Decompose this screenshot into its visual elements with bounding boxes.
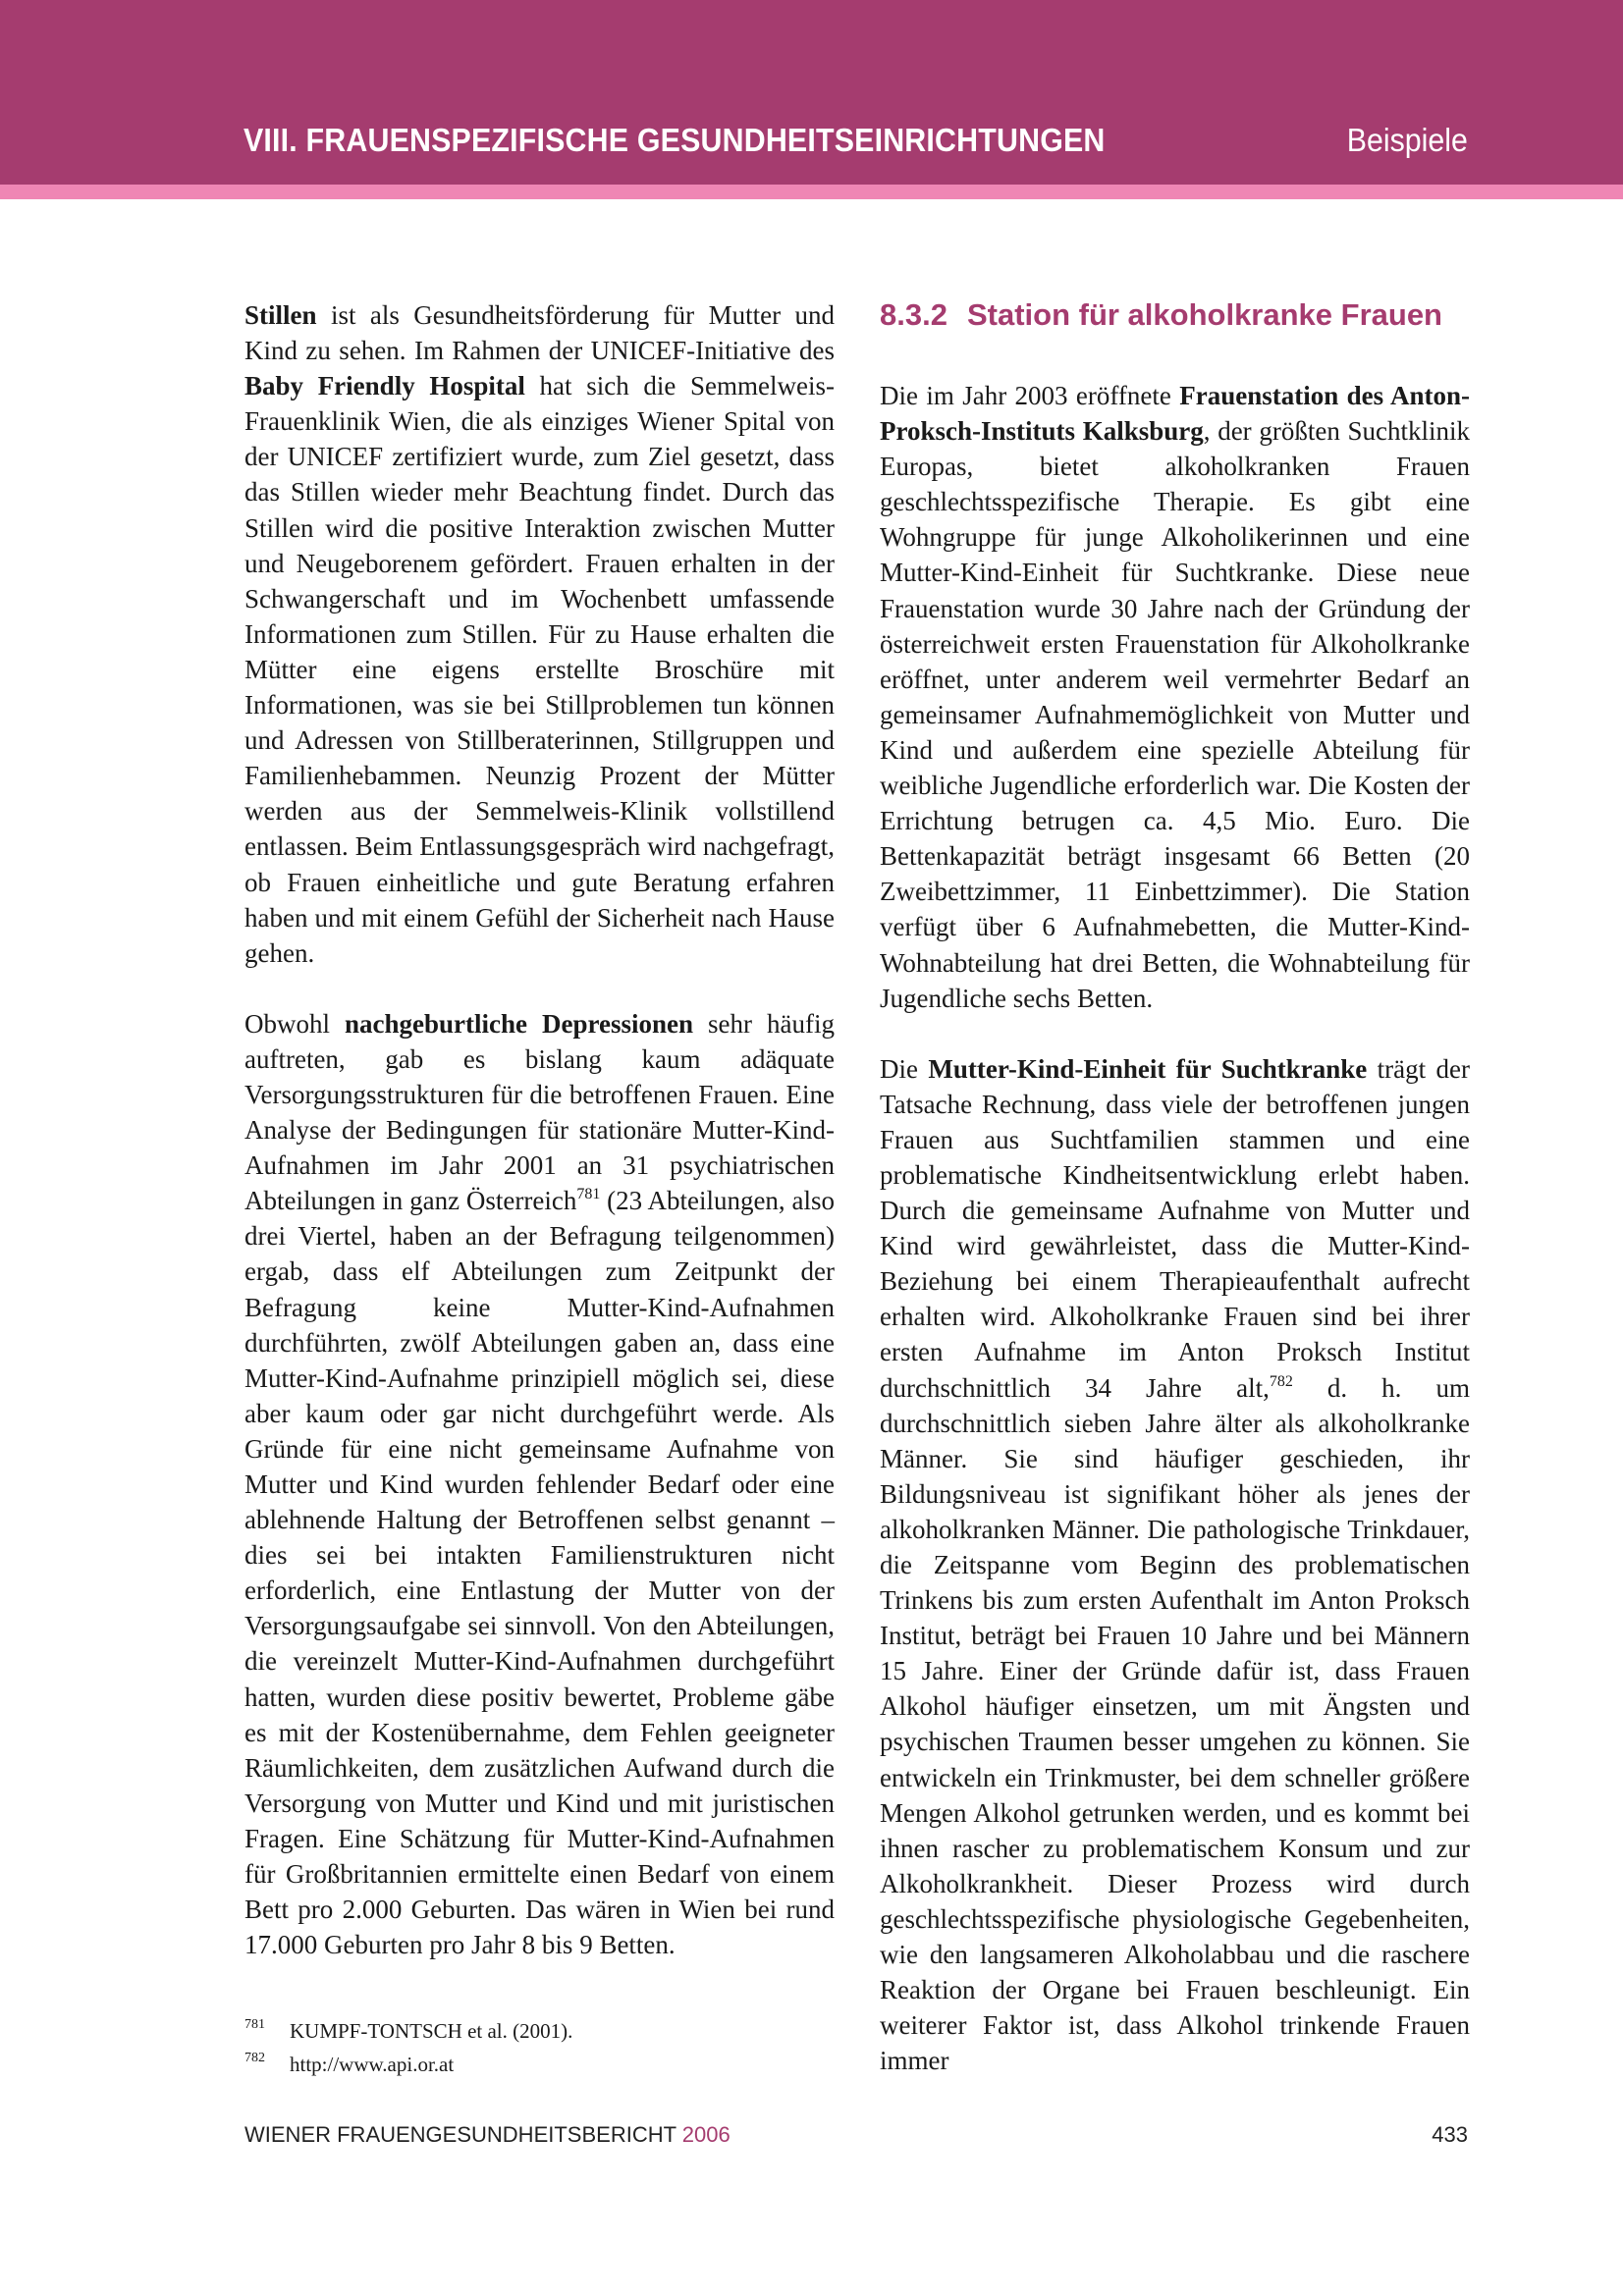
bold-term: Stillen [244, 300, 317, 330]
paragraph-mutter-kind-einheit: Die Mutter-Kind-Einheit für Suchtkranke trägt der Tatsache Rechnung, dass viele der betroffenen jungen Frauen aus Suchtfamilien stammen und eine problematische Kindheitsentwicklung erlebt haben. Durch die gemeinsame Aufnahme von Mutter und Kind wird gewährleistet, dass die Mutter-Kind-Beziehung bei einem Therapieaufenthalt aufrecht erhalten wird. Alkoholkranke Frauen sind bei ihrer ersten Aufnahme im Anton Proksch Institut durchschnittlich 34 Jahre alt,$^{782}$ d. h. um durchschnittlich sieben Jahre älter als alkoholkranke Männer. Sie sind häufiger geschieden, ihr Bildungsniveau ist signifikant höher als jenes der alkoholkranken Männer. Die pathologische Trinkdauer, die Zeitspanne vom Beginn des problematischen Trinkens bis zum ersten Aufenthalt im Anton Proksch Institut, beträgt bei Frauen 10 Jahre und bei Männern 15 Jahre. Einer der Gründe dafür ist, dass Frauen Alkohol häufiger einsetzen, um mit Ängsten und psychischen Traumen besser umgehen zu können. Sie entwickeln ein Trinkmuster, bei dem schneller größere Mengen Alkohol getrunken werden, und es kommt bei ihnen rascher zu problematischem Konsum und zur Alkoholkrankheit. Dieser Prozess wird durch geschlechtsspezifische physiologische Gegebenheiten, wie den langsameren Alkoholabbau und die raschere Reaktion der Organe bei Frauen beschleunigt. Ein weiterer Faktor ist, dass Alkohol trinkende Frauen immer [880, 1053, 1470, 2076]
section-label: Beispiele [1346, 122, 1468, 158]
footnote-ref[interactable]: 782 [1269, 1372, 1293, 1390]
chapter-title: VIII. FRAUENSPEZIFISCHE GESUNDHEITSEINRICHTUNGEN [243, 122, 1106, 158]
footnote-number: 782 [244, 2051, 265, 2065]
bold-term: nachgeburtliche Depressionen [345, 1008, 694, 1039]
section-heading [880, 297, 1442, 333]
page-number: 433 [1432, 2122, 1468, 2147]
footer-title: WIENER FRAUENGESUNDHEITSBERICHT [244, 2122, 682, 2147]
bold-term: Baby Friendly Hospital [244, 371, 525, 401]
footnote-number: 781 [244, 2017, 265, 2032]
footnote-text: KUMPF-TONTSCH et al. (2001). [290, 2019, 573, 2043]
footer-year: 2006 [681, 2122, 730, 2147]
paragraph-stillen: Stillen ist als Gesundheitsförderung für Mutter und Kind zu sehen. Im Rahmen der UNICEF-Initiative des Baby Friendly Hospital hat sich die Semmelweis-Frauenklinik Wien, die als einziges Wiener Spital von der UNICEF zertifiziert wurde, zum Ziel gesetzt, dass das Stillen wieder mehr Beachtung findet. Durch das Stillen wird die positive Interaktion zwischen Mutter und Neugeborenem gefördert. Frauen erhalten in der Schwangerschaft und im Wochenbett umfassende Informationen zum Stillen. Für zu Hause erhalten die Mütter eine eigens erstellte Broschüre mit Informationen, was sie bei Stillproblemen tun können und Adressen von Stillberaterinnen, Stillgruppen und Familienhebammen. Neunzig Prozent der Mütter werden aus der Semmelweis-Klinik vollstillend entlassen. Beim Entlassungsgespräch wird nachgefragt, ob Frauen einheitliche und gute Beratung erfahren haben und mit einem Gefühl der Sicherheit nach Hause gehen. [244, 300, 836, 968]
bold-term: Mutter-Kind-Einheit für Suchtkranke [928, 1053, 1368, 1084]
footnote-ref[interactable]: 781 [576, 1186, 601, 1203]
section-heading-text: Station für alkoholkranke Frauen [966, 297, 1442, 332]
footnote [244, 2014, 572, 2048]
paragraph-depressionen: Obwohl nachgeburtliche Depressionen sehr häufig auftreten, gab es bislang kaum adäquate Versorgungsstrukturen für die betroffenen Frauen. Eine Analyse der Bedingungen für stationäre Mutter-Kind-Aufnahmen im Jahr 2001 an 31 psychiatrischen Abteilungen in ganz Österreich$^{781}$ (23 Abteilungen, also drei Viertel, haben an der Befragung teilgenommen) ergab, dass elf Abteilungen zum Zeitpunkt der Befragung keine Mutter-Kind-Aufnahmen durchführten, zwölf Abteilungen gaben an, dass eine Mutter-Kind-Aufnahme prinzipiell möglich sei, diese aber kaum oder gar nicht durchgeführt werde. Als Gründe für eine nicht gemeinsame Aufnahme von Mutter und Kind wurden fehlender Bedarf oder eine ablehnende Haltung der Betroffenen selbst genannt – dies sei bei intakten Familienstrukturen nicht erforderlich, eine Entlastung der Mutter von der Versorgungsaufgabe sei sinnvoll. Von den Abteilungen, die vereinzelt Mutter-Kind-Aufnahmen durchgeführt hatten, wurden diese positiv bewertet, Probleme gäbe es mit der Kostenübernahme, dem Fehlen geeigneter Räumlichkeiten, dem zusätzlichen Aufwand durch die Versorgung von Mutter und Kind und mit juristischen Fragen. Eine Schätzung für Mutter-Kind-Aufnahmen für Großbritannien ermittelte einen Bedarf von einem Bett pro 2.000 Geburten. Das wären in Wien bei rund 17.000 Geburten pro Jahr 8 bis 9 Betten. [244, 1008, 835, 1960]
right-column [880, 378, 1470, 2113]
footnote [244, 2048, 572, 2081]
paragraph-frauenstation: Die im Jahr 2003 eröffnete Frauenstation des Anton-Proksch-Instituts Kalksburg, der größten Suchtklinik Europas, bietet alkoholkranken Frauen geschlechtsspezifische Therapie. Es gibt eine Wohngruppe für junge Alkoholikerinnen und eine Mutter-Kind-Einheit für Suchtkranke. Diese neue Frauenstation wurde 30 Jahre nach der Gründung der österreichweit ersten Frauenstation für Alkoholkranke eröffnet, unter anderem weil vermehrter Bedarf an gemeinsamer Aufnahmemöglichkeit von Mutter und Kind und außerdem eine spezielle Abteilung für weibliche Jugendliche erforderlich war. Die Kosten der Errichtung betrugen ca. 4,5 Mio. Euro. Die Bettenkapazität beträgt insgesamt 66 Betten (20 Zweibettzimmer, 11 Einbettzimmer). Die Station verfügt über 6 Aufnahmebetten, die Mutter-Kind-Wohnabteilung hat drei Betten, die Wohnabteilung für Jugendliche sechs Betten. [880, 381, 1471, 1013]
section-number: 8.3.2 [880, 297, 947, 332]
page-footer [244, 2122, 1468, 2148]
footnotes [244, 2014, 572, 2081]
footnote-link[interactable]: http://www.api.or.at [290, 2053, 455, 2076]
bold-term: Frauenstation des Anton-Proksch-Instituts Kalksburg [880, 381, 1470, 447]
header-stripe [0, 185, 1623, 199]
left-column [244, 297, 835, 1998]
